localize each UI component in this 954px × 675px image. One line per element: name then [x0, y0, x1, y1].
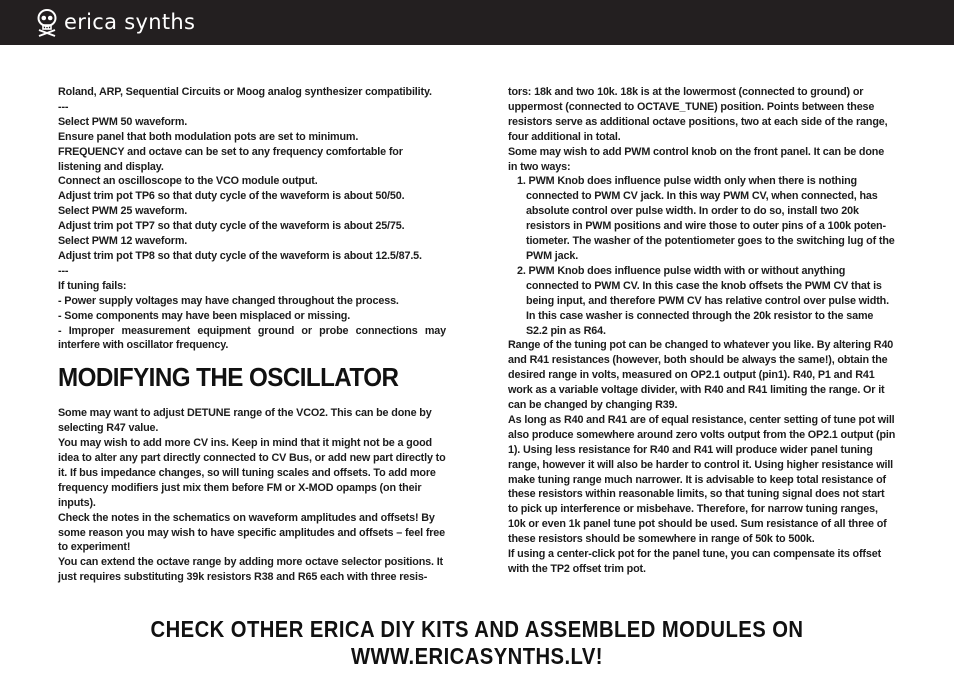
paragraph: You can extend the octave range by adding more octave selector positions. It just requires substituting 39k resistors R38 and R65 each with three resis-	[58, 556, 443, 584]
text-line: FREQUENCY and octave can be set to any frequency comfortable for listening and display.	[58, 145, 403, 173]
separator: ---	[58, 100, 69, 113]
text-line: Connect an oscilloscope to the VCO module output.	[58, 175, 318, 188]
text-line: Select PWM 12 waveform.	[58, 235, 188, 248]
header-bar	[0, 0, 954, 45]
text-line: Roland, ARP, Sequential Circuits or Moog analog synthesizer compatibility.	[58, 86, 432, 98]
right-column	[508, 85, 896, 577]
separator: ---	[58, 264, 69, 277]
paragraph: As long as R40 and R41 are of equal resistance, center setting of tune pot will also produce somewhere around zero volts output from the OP2.1 output (pin 1). Using less resistance for R40 and R41 will produce wider panel tuning range, however it will also be harder to control it. Using higher resistance will make tuning range much narrower. It is advisable to keep total resistance of these resistors within reasonable limits, so that tuning signal does not start to pick up interference or misbehave. Therefore, for narrow tuning ranges, 10k or even 1k panel tune pot should be used. Sum resistance of all three of these resistors should be somewhere in range of 50k to 500k.	[508, 413, 896, 546]
paragraph: Check the notes in the schematics on waveform amplitudes and offsets! By some reason you may wish to have specific amplitudes and offsets – feel free to experiment!	[58, 511, 446, 554]
paragraph: Some may want to adjust DETUNE range of the VCO2. This can be done by selecting R47 value.	[58, 407, 432, 435]
skull-logo-icon	[36, 9, 58, 37]
text-line: Select PWM 25 waveform.	[58, 205, 188, 218]
text-line: - Power supply voltages may have changed throughout the process.	[58, 294, 399, 307]
list-item	[508, 264, 896, 339]
text-line: - Improper measurement equipment ground or probe connections may interfere with oscillator frequency.	[58, 324, 446, 352]
left-column	[58, 85, 446, 585]
text-line: Adjust trim pot TP6 so that duty cycle of the waveform is about 50/50.	[58, 190, 405, 203]
paragraph: You may wish to add more CV ins. Keep in mind that it might not be a good idea to alter any part directly connected to CV Bus, or add new part directly to it. If bus impedance changes, so will tuning scales and offsets. To add more frequency modifiers just mix them before FM or X-MOD opamps (on their inputs).	[58, 437, 446, 509]
text-line: Adjust trim pot TP8 so that duty cycle of the waveform is about 12.5/87.5.	[58, 249, 422, 262]
list-item	[508, 174, 896, 263]
text-line: Ensure panel that both modulation pots are set to minimum.	[58, 130, 359, 143]
text-line: Adjust trim pot TP7 so that duty cycle of the waveform is about 25/75.	[58, 220, 405, 233]
brand-name: erica synths	[64, 10, 196, 34]
brand-logo[interactable]	[36, 9, 195, 37]
list-item-text: 1. PWM Knob does influence pulse width only when there is nothing connected to PWM CV jack. In this way PWM CV, when connected, has absolute control over pulse width. In order to do so, install two 20k resistors in PWM positions and wire those to outer pins of a 100k poten-tiometer. The washer of the potentiometer goes to the switching lug of the PWM jack.	[517, 175, 895, 262]
text-line: Select PWM 50 waveform.	[58, 115, 188, 128]
text-line: - Some components may have been misplaced or missing.	[58, 309, 351, 322]
paragraph: If using a center-click pot for the panel tune, you can compensate its offset with the TP2 offset trim pot.	[508, 548, 882, 575]
footer-banner: CHECK OTHER ERICA DIY KITS AND ASSEMBLED MODULES ON WWW.ERICASYNTHS.LV!	[150, 616, 804, 669]
section-heading: MODIFYING THE OSCILLATOR	[58, 362, 399, 393]
text-line: If tuning fails:	[58, 279, 127, 292]
list-item-text: 2. PWM Knob does influence pulse width with or without anything connected to PWM CV. In this case the knob offsets the PWM CV that is being input, and therefore PWM CV has relative control over pulse width. In this case washer is connected through the 20k resistor to the same S2.2 pin as R64.	[517, 264, 889, 337]
paragraph: Some may wish to add PWM control knob on the front panel. It can be done in two ways:	[508, 145, 885, 173]
paragraph: tors: 18k and two 10k. 18k is at the lowermost (connected to ground) or uppermost (connected to OCTAVE_TUNE) position. Points between these resistors serve as additional octave positions, two at each side of the range, four additional in total.	[508, 86, 888, 143]
paragraph: Range of the tuning pot can be changed to whatever you like. By altering R40 and R41 resistances (however, both should be always the same!), obtain the desired range in volts, measured on OP2.1 output (pin1). R40, P1 and R41 work as a variable voltage divider, with R40 and R41 limiting the range. Or it can be changed by changing R39.	[508, 339, 894, 412]
